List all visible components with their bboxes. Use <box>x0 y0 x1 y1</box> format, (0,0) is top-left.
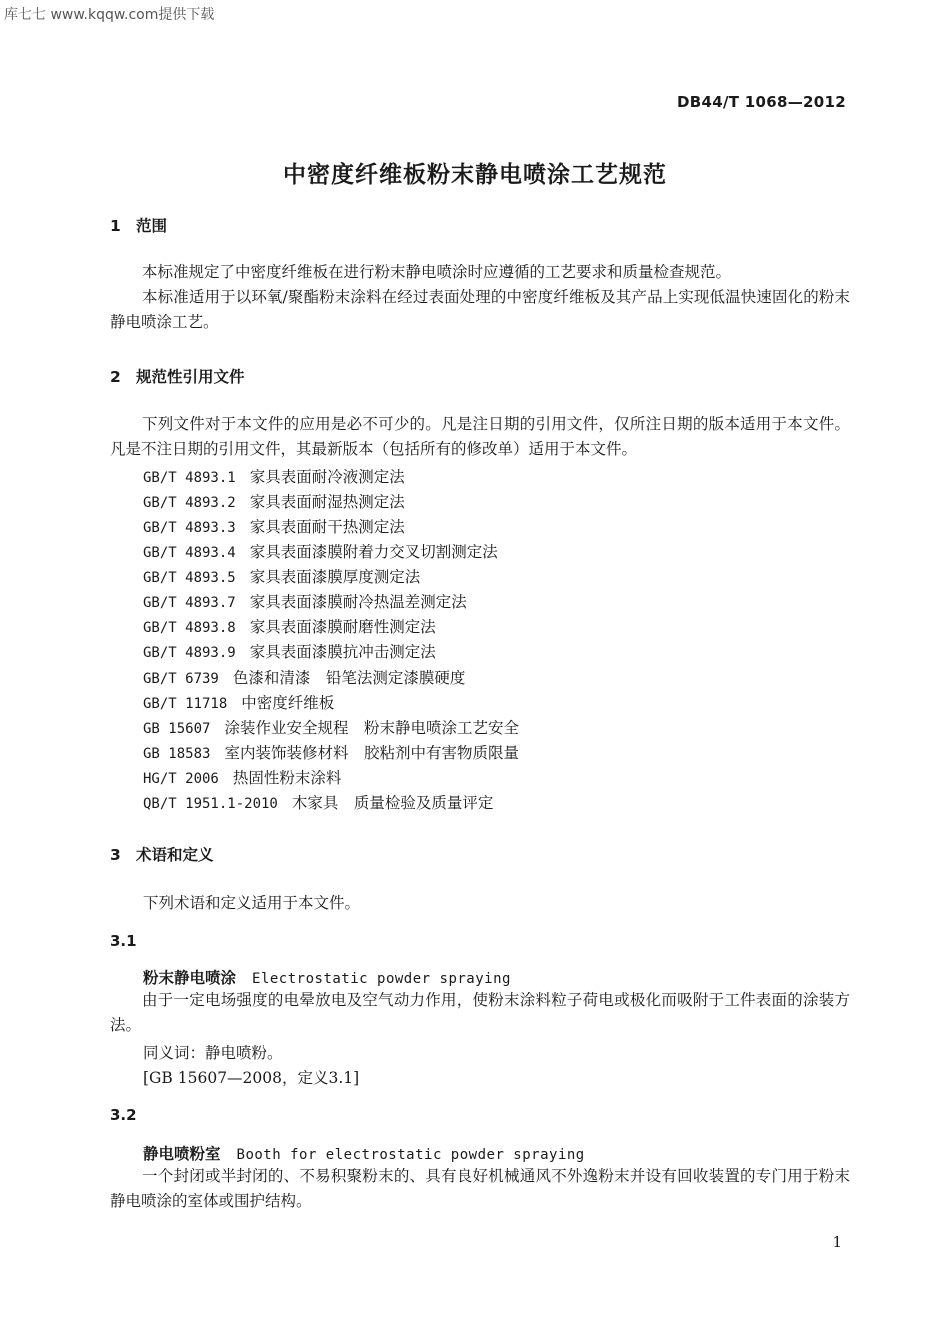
reference-code: GB 15607 <box>143 721 211 737</box>
reference-code: GB/T 4893.4 <box>143 545 236 561</box>
reference-title: 中密度纤维板 <box>241 694 335 712</box>
reference-title: 热固性粉末涂料 <box>232 769 342 787</box>
reference-code: GB/T 4893.1 <box>143 470 236 486</box>
reference-code: GB 18583 <box>143 746 211 762</box>
reference-code: GB/T 6739 <box>143 671 219 687</box>
section-heading-normative-references <box>110 365 245 387</box>
term-chinese: 静电喷粉室 <box>143 1144 221 1163</box>
term-synonym: 同义词：静电喷粉。 <box>143 1044 283 1062</box>
section-number: 3 <box>110 846 121 864</box>
reference-title: 涂装作业安全规程 粉末静电喷涂工艺安全 <box>224 719 519 737</box>
reference-item <box>143 465 405 487</box>
reference-code: GB/T 4893.5 <box>143 570 236 586</box>
reference-code: HG/T 2006 <box>143 771 219 787</box>
page-title: 中密度纤维板粉末静电喷涂工艺规范 <box>283 162 667 188</box>
reference-title: 木家具 质量检验及质量评定 <box>291 794 494 812</box>
reference-title: 家具表面耐湿热测定法 <box>249 493 405 511</box>
reference-code: GB/T 4893.3 <box>143 520 236 536</box>
standard-code: DB44/T 1068—2012 <box>677 93 846 111</box>
section-heading-terms <box>110 843 214 865</box>
reference-item <box>143 565 420 587</box>
clause-number: 3.2 <box>110 1106 137 1124</box>
reference-title: 家具表面漆膜抗冲击测定法 <box>249 643 436 661</box>
section-number: 2 <box>110 368 121 386</box>
paragraph: 下列术语和定义适用于本文件。 <box>143 894 361 912</box>
section-title: 规范性引用文件 <box>136 368 245 386</box>
reference-code: GB/T 4893.7 <box>143 595 236 611</box>
reference-title: 室内装饰装修材料 胶粘剂中有害物质限量 <box>224 744 519 762</box>
reference-item <box>143 791 493 813</box>
section-number: 1 <box>110 217 121 235</box>
reference-title: 色漆和清漆 铅笔法测定漆膜硬度 <box>232 669 466 687</box>
term-definition: 由于一定电场强度的电晕放电及空气动力作用，使粉末涂料粒子荷电或极化而吸附于工件表面的涂装方法。 <box>110 991 850 1034</box>
section-title: 范围 <box>136 217 168 235</box>
term-definition: 一个封闭或半封闭的、不易积聚粉末的、具有良好机械通风不外逸粉末并设有回收装置的专门用于粉末静电喷涂的室体或围护结构。 <box>110 1167 850 1210</box>
term-source: [GB 15607—2008，定义3.1] <box>143 1069 360 1087</box>
section-heading-scope <box>110 214 167 236</box>
reference-item <box>143 691 334 713</box>
reference-code: GB/T 4893.8 <box>143 620 236 636</box>
reference-item <box>143 540 498 562</box>
term-chinese: 粉末静电喷涂 <box>143 968 237 987</box>
paragraph: 本标准适用于以环氧/聚酯粉末涂料在经过表面处理的中密度纤维板及其产品上实现低温快速固化的粉末静电喷涂工艺。 <box>110 288 850 331</box>
reference-item <box>143 640 436 662</box>
page-number: 1 <box>832 1233 842 1251</box>
reference-title: 家具表面耐冷液测定法 <box>249 468 405 486</box>
reference-title: 家具表面耐干热测定法 <box>249 518 405 536</box>
term-english: Booth for electrostatic powder spraying <box>236 1147 585 1163</box>
reference-item <box>143 515 405 537</box>
reference-title: 家具表面漆膜耐冷热温差测定法 <box>249 593 467 611</box>
term-english: Electrostatic powder spraying <box>252 971 511 987</box>
reference-item <box>143 590 467 612</box>
reference-item <box>143 666 465 688</box>
reference-item <box>143 716 519 738</box>
reference-code: QB/T 1951.1-2010 <box>143 796 278 812</box>
term-entry <box>143 1142 585 1164</box>
clause-number: 3.1 <box>110 932 137 950</box>
reference-title: 家具表面漆膜附着力交叉切割测定法 <box>249 543 498 561</box>
reference-title: 家具表面漆膜厚度测定法 <box>249 568 421 586</box>
reference-item <box>143 741 519 763</box>
reference-code: GB/T 11718 <box>143 696 228 712</box>
section-title: 术语和定义 <box>136 846 214 864</box>
term-entry <box>143 966 511 988</box>
reference-item <box>143 615 436 637</box>
reference-item <box>143 766 341 788</box>
paragraph: 下列文件对于本文件的应用是必不可少的。凡是注日期的引用文件，仅所注日期的版本适用于本文件。凡是不注日期的引用文件，其最新版本（包括所有的修改单）适用于本文件。 <box>110 415 850 458</box>
reference-title: 家具表面漆膜耐磨性测定法 <box>249 618 436 636</box>
watermark-text: 库七七 www.kqqw.com提供下载 <box>4 7 215 23</box>
reference-code: GB/T 4893.2 <box>143 495 236 511</box>
reference-item <box>143 490 405 512</box>
paragraph: 本标准规定了中密度纤维板在进行粉末静电喷涂时应遵循的工艺要求和质量检查规范。 <box>142 263 732 281</box>
reference-code: GB/T 4893.9 <box>143 645 236 661</box>
